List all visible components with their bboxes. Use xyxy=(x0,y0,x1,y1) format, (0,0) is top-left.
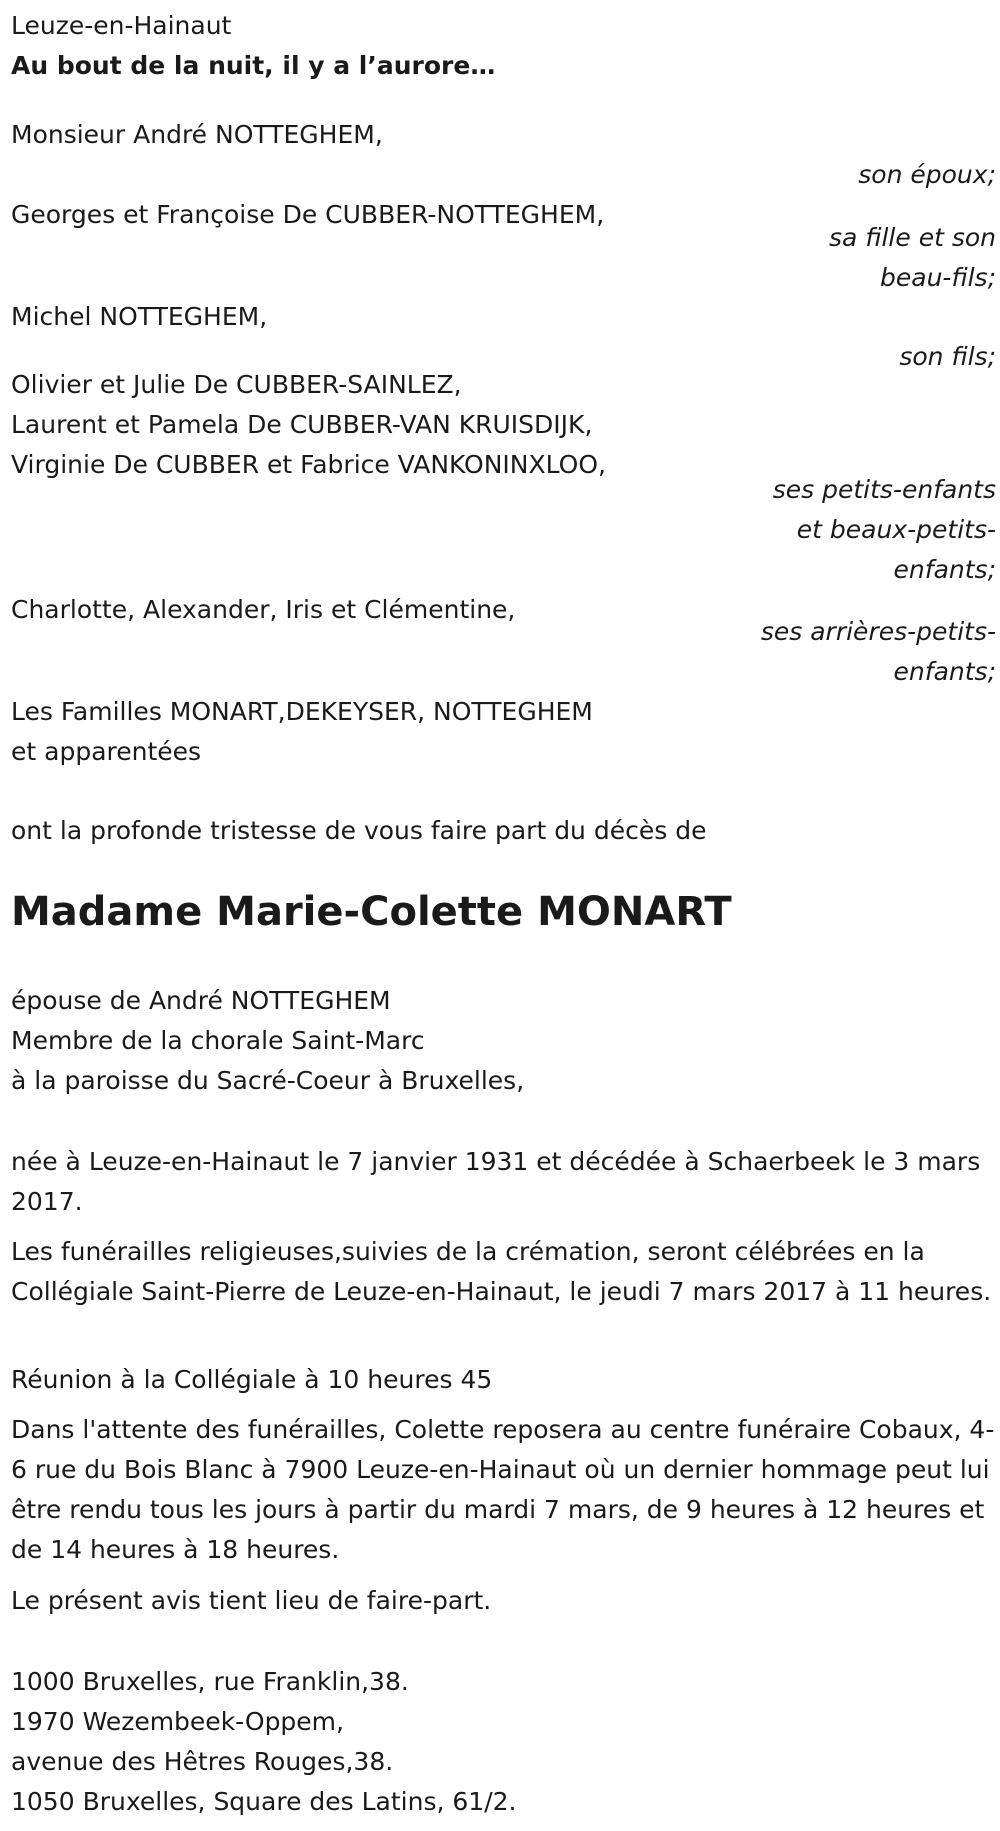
family-name-line: et apparentées xyxy=(11,737,202,766)
notice-paragraph: Le présent avis tient lieu de faire-part. xyxy=(11,1586,492,1615)
family-name-line: Georges et Françoise De CUBBER-NOTTEGHEM, xyxy=(11,200,605,229)
family-name-line: Les Familles MONART,DEKEYSER, NOTTEGHEM xyxy=(11,697,593,726)
family-relation-line: ses arrières-petits- xyxy=(760,617,996,646)
visitation-paragraph: Dans l'attente des funérailles, Colette reposera au centre funéraire Cobaux, 4-6 rue du Bois Blanc à 7900 Leuze-en-Hainaut où un dernier hommage peut lui être rendu tous les jours à partir du mardi 7 mars, de 9 heures à 12 heures et de 14 heures à 18 heures. xyxy=(11,1415,995,1564)
meeting-paragraph: Réunion à la Collégiale à 10 heures 45 xyxy=(11,1365,493,1394)
family-name-line: Monsieur André NOTTEGHEM, xyxy=(11,120,383,149)
family-relation-line: ses petits-enfants xyxy=(772,475,996,504)
family-name-line: Laurent et Pamela De CUBBER-VAN KRUISDIJK, xyxy=(11,410,593,439)
family-relation-line: et beaux-petits- xyxy=(796,515,996,544)
address-line: 1970 Wezembeek-Oppem, xyxy=(11,1707,344,1736)
location-line: Leuze-en-Hainaut xyxy=(11,11,232,40)
family-relation-line: sa fille et son xyxy=(829,223,996,252)
address-line: avenue des Hêtres Rouges,38. xyxy=(11,1747,394,1776)
deceased-detail-line: Membre de la chorale Saint-Marc xyxy=(11,1026,425,1055)
family-name-line: Charlotte, Alexander, Iris et Clémentine, xyxy=(11,595,516,624)
deceased-detail-line: épouse de André NOTTEGHEM xyxy=(11,986,391,1015)
birth-death-paragraph: née à Leuze-en-Hainaut le 7 janvier 1931 et décédée à Schaerbeek le 3 mars 2017. xyxy=(11,1147,981,1216)
funeral-paragraph: Les funérailles religieuses,suivies de la crémation, seront célébrées en la Collégiale Saint-Pierre de Leuze-en-Hainaut, le jeudi 7 mars 2017 à 11 heures. xyxy=(11,1237,992,1306)
family-name-line: Olivier et Julie De CUBBER-SAINLEZ, xyxy=(11,370,462,399)
motto-line: Au bout de la nuit, il y a l’aurore… xyxy=(11,51,496,80)
address-line: 1050 Bruxelles, Square des Latins, 61/2. xyxy=(11,1787,517,1816)
deceased-name: Madame Marie-Colette MONART xyxy=(11,889,732,935)
family-relation-line: son époux; xyxy=(858,160,996,189)
address-line: 1000 Bruxelles, rue Franklin,38. xyxy=(11,1667,409,1696)
family-name-line: Michel NOTTEGHEM, xyxy=(11,302,268,331)
announcement-line: ont la profonde tristesse de vous faire part du décès de xyxy=(11,816,707,845)
family-relation-line: enfants; xyxy=(893,555,996,584)
deceased-detail-line: à la paroisse du Sacré-Coeur à Bruxelles, xyxy=(11,1066,525,1095)
family-name-line: Virginie De CUBBER et Fabrice VANKONINXLOO, xyxy=(11,450,606,479)
family-relation-line: son fils; xyxy=(899,342,996,371)
family-relation-line: beau-fils; xyxy=(880,263,996,292)
family-relation-line: enfants; xyxy=(893,657,996,686)
